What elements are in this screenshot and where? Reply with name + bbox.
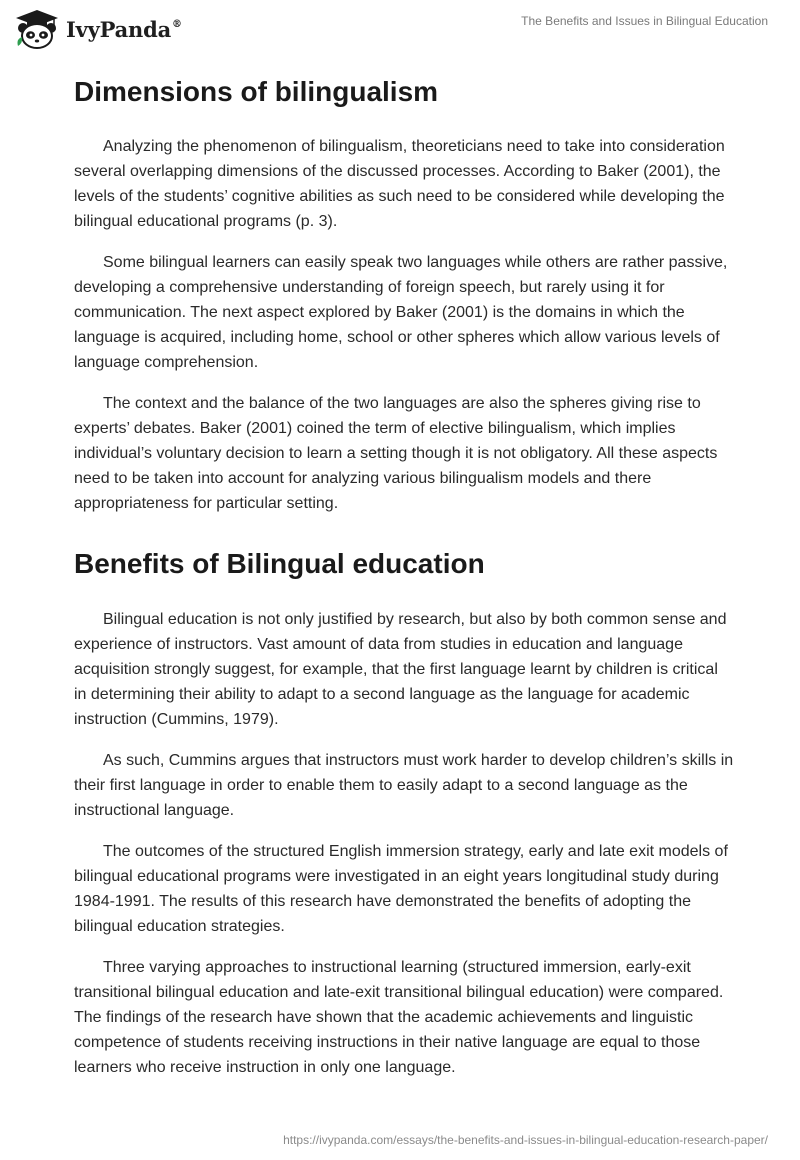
brand-name: IvyPanda® [66,16,182,42]
article-body [74,72,734,1096]
source-url-link[interactable]: https://ivypanda.com/essays/the-benefits-and-issues-in-bilingual-education-research-paper/ [283,1133,768,1147]
section-heading-benefits: Benefits of Bilingual education [74,548,485,579]
paragraph: As such, Cummins argues that instructors must work harder to develop children’s skills in their first language in order to enable them to easily adapt to a second language as the instructional language. [74,752,734,819]
paragraph: Some bilingual learners can easily speak two languages while others are rather passive, developing a comprehensive understanding of foreign speech, but rarely using it for communication. The next aspect explored by Baker (2001) is the domains in which the language is acquired, including home, school or other spheres which allow various levels of language comprehension. [74,254,728,371]
paragraph: The context and the balance of the two languages are also the spheres giving rise to experts’ debates. Baker (2001) coined the term of elective bilingualism, which implies individual’s voluntary decision to learn a setting though it is not obligatory. All these aspects need to be taken into account for analyzing various bilingualism models and there appropriateness for particular setting. [74,395,718,512]
section-heading-dimensions: Dimensions of bilingualism [74,76,439,107]
document-title: The Benefits and Issues in Bilingual Education [521,14,768,28]
brand-logo[interactable] [14,8,182,50]
paragraph: Analyzing the phenomenon of bilingualism, theoreticians need to take into consideration several overlapping dimensions of the discussed processes. According to Baker (2001), the levels of the students’ cognitive abilities as such need to be considered while developing the bilingual educational programs (p. 3). [74,138,725,230]
paragraph: The outcomes of the structured English immersion strategy, early and late exit models of bilingual educational programs were investigated in an eight years longitudinal study during 1984-1991. The results of this research have demonstrated the benefits of adopting the bilingual education strategies. [74,843,728,935]
paragraph: Bilingual education is not only justified by research, but also by both common sense and experience of instructors. Vast amount of data from studies in education and language acquisition strongly suggest, for example, that the first language learnt by children is critical in determining their ability to adapt to a second language as the language for academic instruction (Cummins, 1979). [74,611,727,728]
paragraph: Three varying approaches to instructional learning (structured immersion, early-exit transitional bilingual education and late-exit transitional bilingual education) were compared. The findings of the research have shown that the academic achievements and linguistic competence of students receiving instructions in their native language are equal to those learners who receive instruction in only one language. [74,959,724,1076]
panda-graduate-logo-icon [14,8,60,50]
page-header [0,0,800,60]
